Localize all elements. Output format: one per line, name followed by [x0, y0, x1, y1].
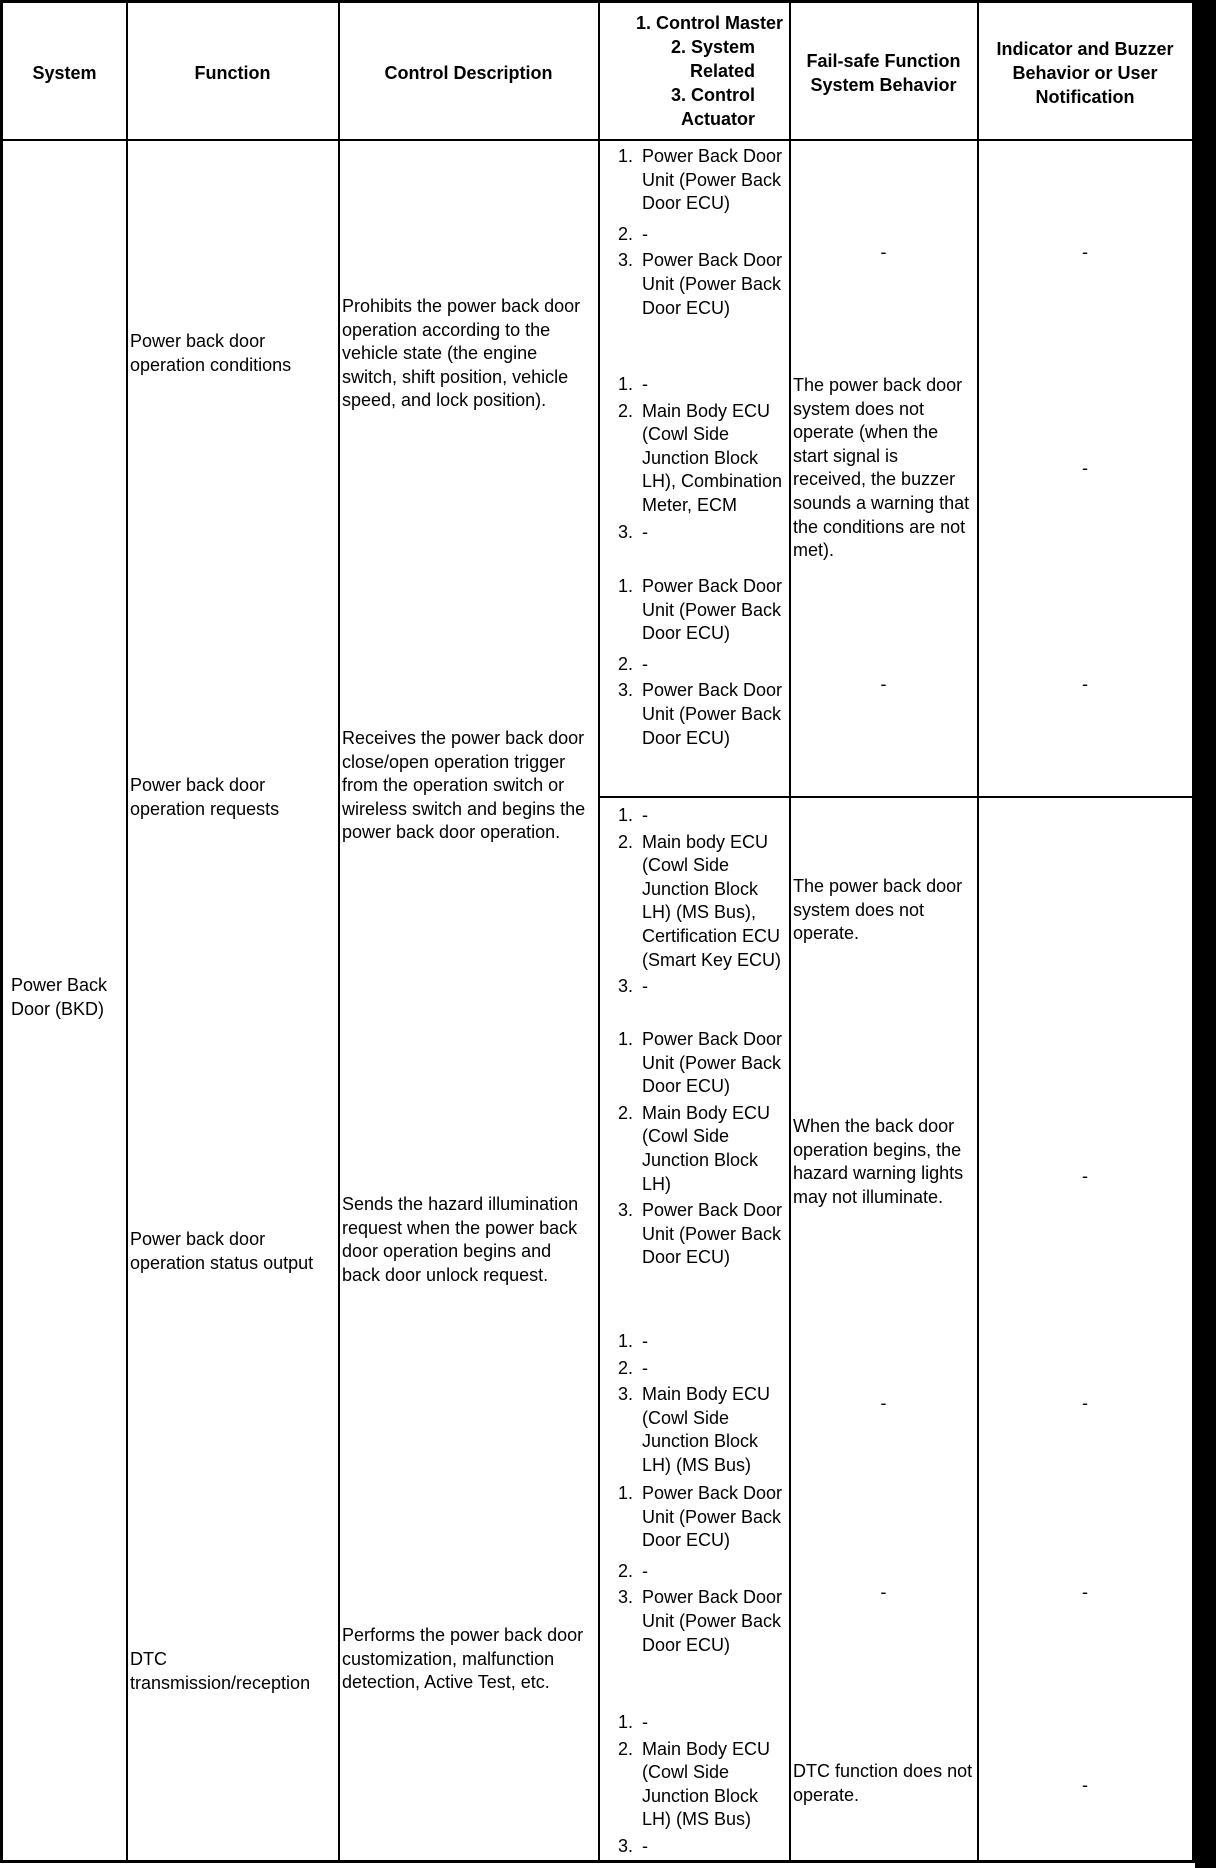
list-item: 1. -	[618, 1331, 648, 1351]
header-function: Function	[194, 63, 271, 83]
list-item: 3. Power Back Door Unit (Power Back Door ECU)	[618, 1200, 783, 1268]
indicator-value: -	[1082, 458, 1088, 478]
list-item: 3. Power Back Door Unit (Power Back Door ECU)	[618, 680, 783, 748]
indicator-value: -	[1082, 1166, 1088, 1186]
function-name: Power back door operation status output	[130, 1229, 314, 1273]
function-name: DTC transmission/reception	[130, 1649, 311, 1693]
control-master-list	[602, 373, 790, 544]
header-control-master-line: 3. Control	[671, 85, 755, 105]
right-edge-bar	[1195, 0, 1216, 1868]
list-item: 2. Main Body ECU (Cowl Side Junction Block LH), Combination Meter, ECM	[618, 400, 783, 515]
header-control-description: Control Description	[384, 63, 553, 83]
column-divider	[598, 3, 600, 1860]
list-item: 3. Power Back Door Unit (Power Back Door ECU)	[618, 250, 783, 318]
function-name: Power back door operation conditions	[130, 331, 292, 375]
list-item: 2. Main Body ECU (Cowl Side Junction Block LH)	[618, 1102, 771, 1194]
function-name: Power back door operation requests	[130, 775, 280, 819]
fail-safe-value: When the back door operation begins, the hazard warning lights may not illuminate.	[793, 1116, 964, 1207]
control-master-list	[602, 1028, 790, 1270]
control-master-list	[602, 145, 790, 320]
list-item: 2. -	[618, 1560, 648, 1581]
control-master-list	[602, 1330, 790, 1478]
list-item: 1. Power Back Door Unit (Power Back Door ECU)	[618, 1029, 783, 1097]
fail-safe-value: -	[880, 674, 887, 694]
system-name: Power Back Door (BKD)	[11, 975, 108, 1019]
list-item: 3. -	[618, 521, 648, 542]
control-master-list	[602, 804, 790, 999]
header-system: System	[32, 63, 97, 83]
list-item: 3. -	[618, 976, 648, 997]
indicator-value: -	[1082, 242, 1088, 262]
list-item: 1. -	[618, 1712, 648, 1732]
fail-safe-value: -	[880, 242, 887, 262]
indicator-value: -	[1082, 1393, 1088, 1413]
control-description: Receives the power back door close/open operation trigger from the operation switch or wireless switch and begins the power back door operation.	[342, 728, 586, 843]
header-fail-safe: Fail-safe Function System Behavior	[806, 51, 961, 95]
column-divider	[126, 3, 128, 1860]
header-control-master-line: 1. Control Master	[635, 13, 783, 33]
list-item: 1. Power Back Door Unit (Power Back Door ECU)	[618, 576, 783, 644]
control-description: Sends the hazard illumination request when the power back door operation begins and back door unlock request.	[342, 1194, 579, 1285]
fail-safe-value: -	[880, 1393, 887, 1413]
list-item: 3. -	[618, 1835, 648, 1856]
list-item: 3. Power Back Door Unit (Power Back Door ECU)	[618, 1587, 783, 1655]
control-master-list	[602, 1711, 790, 1859]
list-item: 1. -	[618, 374, 648, 394]
control-master-list	[602, 1482, 790, 1657]
list-item: 2. Main body ECU (Cowl Side Junction Block LH) (MS Bus), Certification ECU (Smart Key ECU)	[618, 831, 782, 970]
fail-safe-value: The power back door system does not operate (when the start signal is received, the buzzer sounds a warning that the conditions are not met).	[793, 375, 970, 561]
list-item: 2. -	[618, 223, 648, 244]
list-item: 1. -	[618, 805, 648, 825]
control-description: Performs the power back door customization, malfunction detection, Active Test, etc.	[342, 1625, 584, 1693]
row-divider	[598, 796, 1192, 798]
fail-safe-value: DTC function does not operate.	[793, 1761, 973, 1805]
header-divider	[3, 139, 1192, 141]
header-control-master-line: 2. System	[670, 37, 755, 57]
list-item: 1. Power Back Door Unit (Power Back Door ECU)	[618, 146, 783, 214]
list-item: 2. -	[618, 1357, 648, 1378]
column-divider	[338, 3, 340, 1860]
list-item: 2. Main Body ECU (Cowl Side Junction Block LH) (MS Bus)	[618, 1738, 771, 1830]
list-item: 2. -	[618, 653, 648, 674]
header-control-master	[599, 11, 789, 131]
header-control-master-line: Related	[689, 61, 755, 81]
control-description: Prohibits the power back door operation according to the vehicle state (the engine switch, shift position, vehicle speed, and lock position).	[342, 296, 581, 411]
fail-safe-value: -	[880, 1582, 887, 1602]
list-item: 3. Main Body ECU (Cowl Side Junction Block LH) (MS Bus)	[618, 1384, 771, 1475]
indicator-value: -	[1082, 674, 1088, 694]
header-indicator: Indicator and Buzzer Behavior or User Notification	[996, 39, 1174, 107]
fail-safe-value: The power back door system does not operate.	[793, 876, 963, 944]
control-master-list	[602, 575, 790, 750]
list-item: 1. Power Back Door Unit (Power Back Door ECU)	[618, 1483, 783, 1551]
indicator-value: -	[1082, 1582, 1088, 1602]
header-control-master-line: Actuator	[680, 109, 755, 129]
indicator-value: -	[1082, 1775, 1088, 1795]
